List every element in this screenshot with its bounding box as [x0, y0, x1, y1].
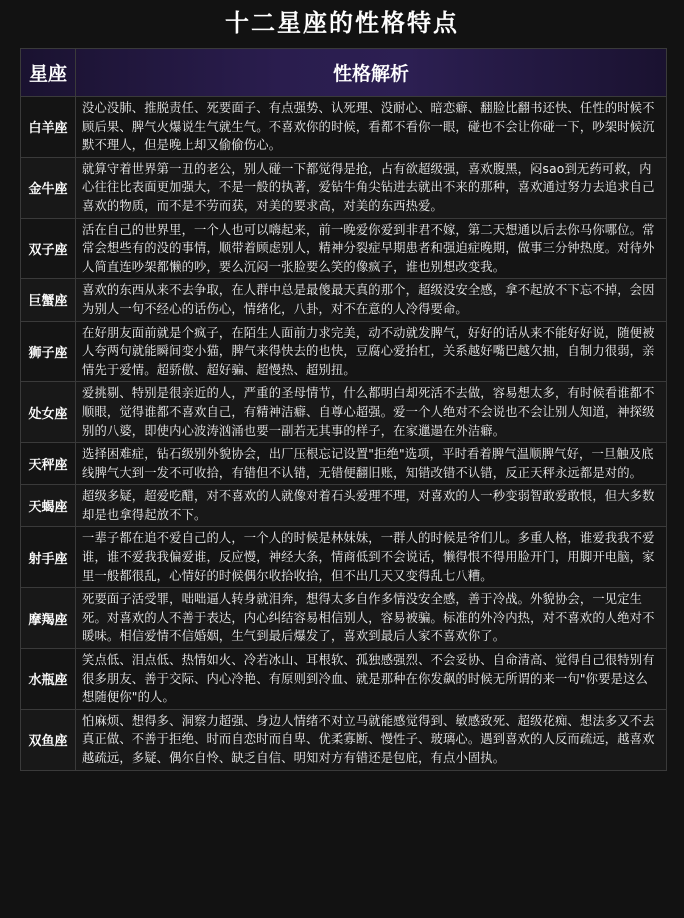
table-row [21, 485, 666, 527]
page-title: 十二星座的性格特点 [225, 9, 459, 37]
table-row [21, 710, 666, 770]
table-row [21, 588, 666, 649]
sign-cell: 狮子座 [21, 322, 76, 382]
traits-cell: 活在自己的世界里，一个人也可以嗨起来，前一晚爱你爱到非君不嫁，第二天想通以后去你马你哪位。常常会想些有的没的事情，顺带着顾虑别人，精神分裂症早期患者和强迫症晚期，做事三分钟热度。对待外人简直连吵架都懒的吵，要么沉闷一张脸要么笑的像疯子，谁也别想改变我。 [82, 222, 655, 274]
sign-cell: 天蝎座 [21, 485, 76, 526]
sign-cell: 双子座 [21, 219, 76, 279]
table-row [21, 443, 666, 485]
sign-cell: 处女座 [21, 382, 76, 442]
header-traits: 性格解析 [332, 63, 409, 85]
table-row [21, 97, 666, 158]
traits-cell: 就算守着世界第一丑的老公，别人碰一下都觉得是抢，占有欲超级强，喜欢腹黑，闷sao到无药可救，内心往往比表面更加强大，不是一般的执著，爱钻牛角尖钻进去就出不来的那种，喜欢通过努力去追求自己喜欢的物质，而不是不劳而获，对美的要求高，对美的东西热爱。 [82, 161, 655, 213]
traits-cell: 在好朋友面前就是个疯子，在陌生人面前力求完美，动不动就发脾气，好好的话从来不能好好说，随便被人夸两句就能瞬间变小猫，脾气来得快去的也快，豆腐心爱抬杠，关系越好嘴巴越欠抽，自制力很弱，亲情先于爱情。超骄傲、超好骗、超慢热、超别扭。 [82, 325, 655, 377]
table-header [21, 49, 666, 97]
traits-cell: 一辈子都在追不爱自己的人，一个人的时候是林妹妹，一群人的时候是爷们儿。多重人格，谁爱我我不爱谁，谁不爱我我偏爱谁，反应慢，神经大条，情商低到不会说话，懒得恨不得用脸开门，用脚开电脑，家里一般都很乱，心情好的时候偶尔收拾收拾，但不出几天又变得乱七八糟。 [82, 531, 655, 583]
traits-cell: 喜欢的东西从来不去争取，在人群中总是最傻最天真的那个，超级没安全感，拿不起放不下忘不掉，会因为别人一句不经心的话伤心，情绪化，八卦，对不在意的人冷得要命。 [82, 283, 655, 316]
header-sign: 星座 [21, 49, 76, 96]
traits-cell: 超级多疑，超爱吃醋，对不喜欢的人就像对着石头爱理不理，对喜欢的人一秒变弱智敢爱敢恨，但大多数却是也拿得起放不下。 [82, 489, 655, 522]
traits-cell: 爱挑剔、特别是很亲近的人，严重的圣母情节，什么都明白却死活不去做，容易想太多，有时候看谁都不顺眼，觉得谁都不喜欢自己，有精神洁癖、自尊心超强。爱一个人绝对不会说也不会让别人知道，神探级别的八婆，即使内心波涛汹涌也要一副若无其事的样子，在家邋遢在外洁癖。 [82, 386, 655, 438]
traits-cell: 笑点低、泪点低、热情如火、冷若冰山、耳根软、孤独感强烈、不会妥协、自命清高、觉得自己很特别有很多朋友、善于交际、内心冷艳、有原则到冷血、就是那种在你发飙的时候无所谓的来一句"你要是这么想随便你"的人。 [82, 653, 655, 705]
sign-cell: 水瓶座 [21, 649, 76, 709]
sign-cell: 双鱼座 [21, 710, 76, 770]
table-row [21, 158, 666, 219]
zodiac-table [20, 48, 667, 771]
sign-cell: 巨蟹座 [21, 279, 76, 320]
traits-cell: 死要面子活受罪，咄咄逼人转身就泪奔，想得太多自作多情没安全感，善于冷战。外貌协会，一见定生死。对喜欢的人不善于表达，内心纠结容易相信别人，容易被骗。标准的外冷内热，对不喜欢的人绝对不暖味。相信爱情不信婚姻，生气到最后爆发了，喜欢到最后人家不喜欢你了。 [82, 592, 655, 644]
sign-cell: 金牛座 [21, 158, 76, 218]
sign-cell: 摩羯座 [21, 588, 76, 648]
sign-cell: 天秤座 [21, 443, 76, 484]
table-row [21, 322, 666, 383]
traits-cell: 怕麻烦、想得多、洞察力超强、身边人情绪不对立马就能感觉得到、敏感致死、超级花痴、想法多又不去真正做、不善于拒绝、时而自恋时而自卑、优柔寡断、慢性子、玻璃心。遇到喜欢的人反而疏远，越喜欢越疏远，多疑、偶尔自怜、缺乏自信、明知对方有错还是包庇，有点小固执。 [82, 713, 655, 765]
traits-cell: 选择困难症，钻石级别外貌协会，出厂压根忘记设置"拒绝"选项，平时看着脾气温顺脾气好，一旦触及底线脾气大到一发不可收拾，有错但不认错，无错便翻旧账，知错改错不认错，反正天秤永远都是对的。 [82, 447, 654, 480]
sign-cell: 白羊座 [21, 97, 76, 157]
table-row [21, 382, 666, 443]
table-row [21, 527, 666, 588]
table-row [21, 279, 666, 321]
sign-cell: 射手座 [21, 527, 76, 587]
table-row [21, 219, 666, 280]
traits-cell: 没心没肺、推脱责任、死要面子、有点强势、认死理、没耐心、暗恋癖、翻脸比翻书还快、任性的时候不顾后果、脾气火爆说生气就生气。不喜欢你的时候，看都不看你一眼，碰也不会让你碰一下，吵架时候沉默不理人，但是晚上却又偷偷伤心。 [82, 101, 655, 153]
table-row [21, 649, 666, 710]
